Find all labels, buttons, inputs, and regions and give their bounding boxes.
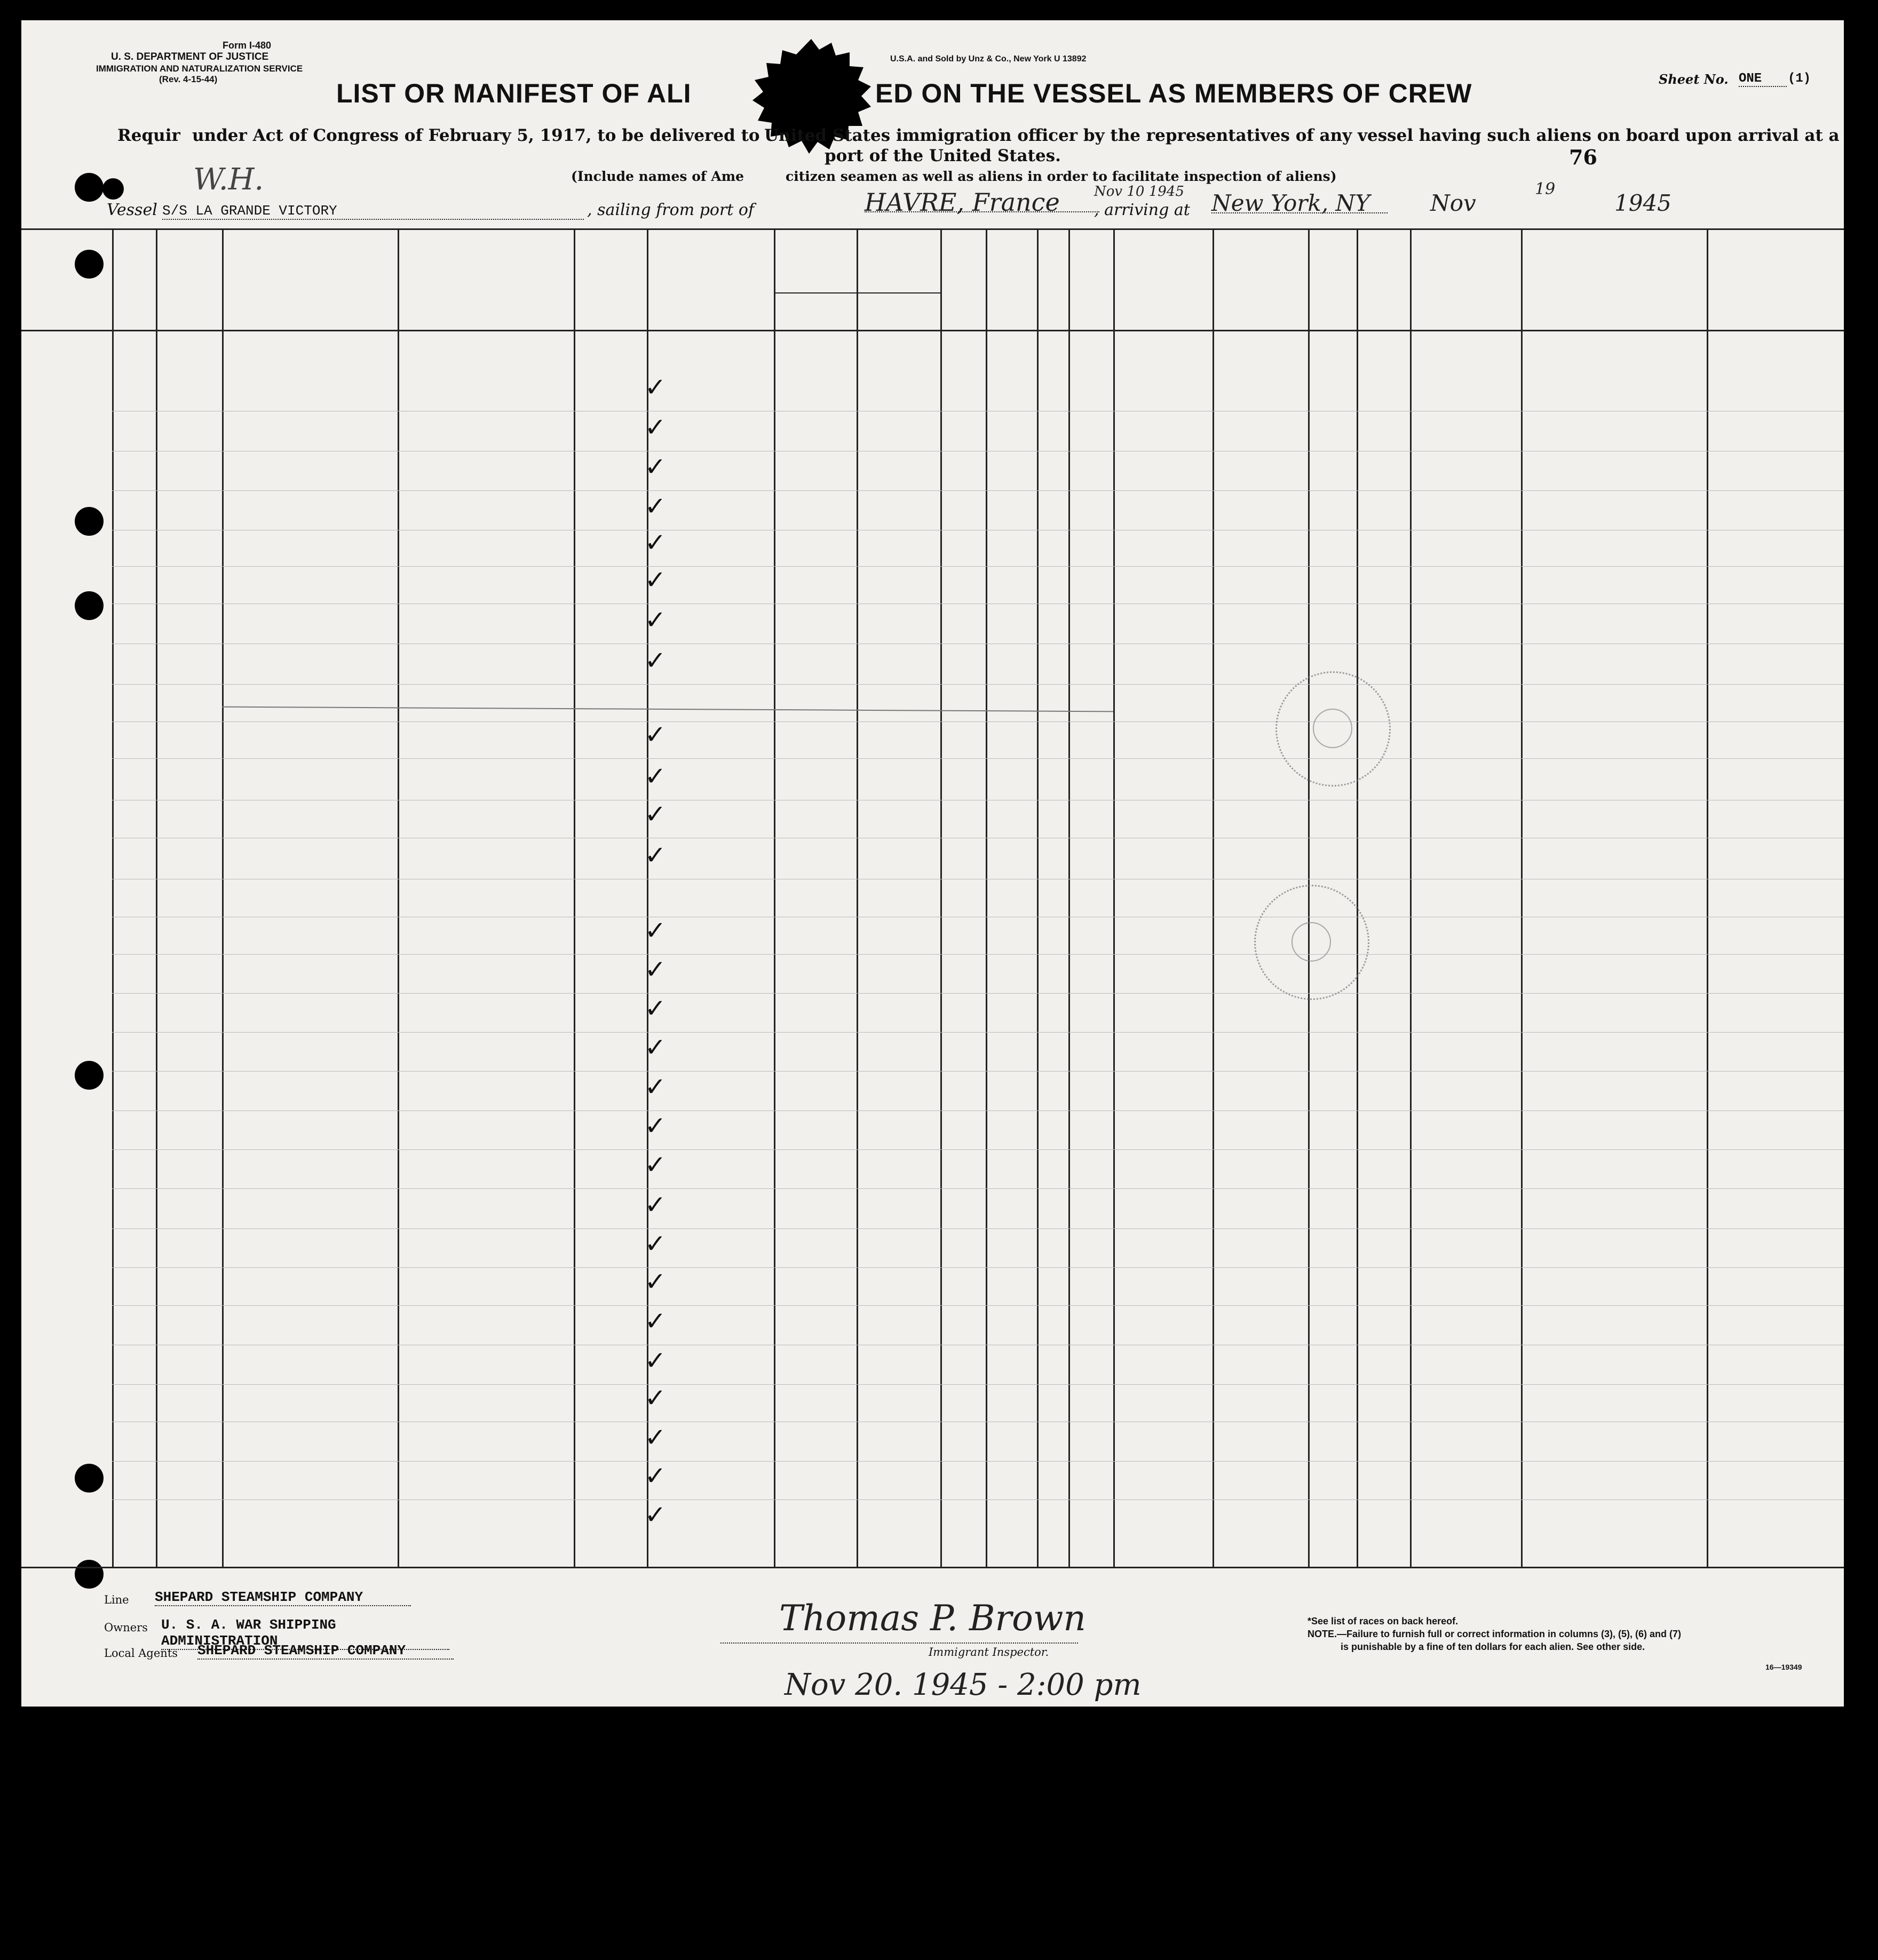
row-rule	[112, 721, 1844, 722]
inspector-label: Immigrant Inspector.	[929, 1646, 1049, 1659]
column-rule	[1213, 228, 1214, 1567]
check-mark-icon: ✓	[645, 1500, 667, 1530]
line-label: Line	[104, 1593, 129, 1606]
column-rule	[398, 228, 399, 1567]
check-mark-icon: ✓	[645, 412, 667, 442]
column-rule	[1357, 228, 1358, 1567]
sailing-date: Nov 10 1945	[1094, 184, 1184, 200]
check-mark-icon: ✓	[645, 491, 667, 521]
include-note-start: (Include names of Ame	[571, 169, 744, 184]
check-mark-icon: ✓	[645, 1190, 667, 1220]
column-rule	[1037, 228, 1039, 1567]
column-rule	[1410, 228, 1412, 1567]
sheet-label: Sheet No.	[1659, 72, 1729, 87]
vessel-label: Vessel	[107, 201, 157, 219]
column-rule	[940, 228, 942, 1567]
check-mark-icon: ✓	[645, 761, 667, 791]
line-value: SHEPARD STEAMSHIP COMPANY	[155, 1589, 411, 1606]
row-rule	[112, 954, 1844, 955]
row-rule	[112, 1461, 1844, 1462]
note-line2: is punishable by a fine of ten dollars for each alien. See other side.	[1341, 1641, 1645, 1652]
arriving-label: , arriving at	[1094, 201, 1190, 219]
requirement-middle: under Act of Congress of February 5, 1917, to be delivered to	[192, 126, 760, 145]
row-rule	[112, 684, 1844, 685]
row-rule	[112, 758, 1844, 759]
check-mark-icon: ✓	[645, 528, 667, 558]
column-rule	[222, 228, 224, 1567]
column-rule	[857, 228, 858, 1567]
check-mark-icon: ✓	[645, 1072, 667, 1102]
requirement-line2: port of the United States.	[825, 146, 1061, 165]
column-rule	[112, 228, 114, 1567]
check-mark-icon: ✓	[645, 799, 667, 829]
sheet-paren: (1)	[1788, 72, 1811, 86]
column-rule	[156, 228, 157, 1567]
check-mark-icon: ✓	[645, 916, 667, 946]
row-rule	[112, 993, 1844, 994]
immigration-stamp-center	[1291, 922, 1331, 962]
row-rule	[112, 566, 1844, 567]
agents-label: Local Agents	[104, 1647, 178, 1660]
row-rule	[112, 1188, 1844, 1189]
title-left: LIST OR MANIFEST OF ALI	[336, 78, 692, 108]
immigration-stamp-center	[1313, 709, 1352, 748]
check-mark-icon: ✓	[645, 1150, 667, 1180]
sheet-value: ONE	[1739, 72, 1787, 87]
note-line1: NOTE.—Failure to furnish full or correct information in columns (3), (5), (6) and (7)	[1308, 1629, 1682, 1639]
row-rule	[112, 1032, 1844, 1033]
page-number: 76	[1569, 145, 1597, 169]
requirement-end: United States immigration officer by the representatives of any vessel having such aliens on board upon arrival at a	[764, 126, 1840, 145]
sailing-label: , sailing from port of	[587, 201, 755, 219]
check-mark-icon: ✓	[645, 1033, 667, 1062]
check-mark-icon: ✓	[645, 1306, 667, 1336]
check-mark-icon: ✓	[645, 1383, 667, 1413]
column-rule	[774, 228, 775, 1567]
shipped-split	[857, 292, 858, 330]
arriving-month: Nov	[1430, 190, 1476, 216]
check-mark-icon: ✓	[645, 372, 667, 402]
inspector-signature: Thomas P. Brown	[779, 1598, 1086, 1639]
check-mark-icon: ✓	[645, 1229, 667, 1259]
check-mark-icon: ✓	[645, 605, 667, 635]
department-label: U. S. DEPARTMENT OF JUSTICE	[111, 51, 269, 62]
vessel-name: S/S LA GRANDE VICTORY	[162, 203, 584, 220]
arriving-port: New York, NY	[1211, 194, 1388, 213]
check-mark-icon: ✓	[645, 452, 667, 482]
column-rule	[986, 228, 987, 1567]
row-rule	[112, 1305, 1844, 1306]
row-rule	[112, 490, 1844, 491]
column-rule	[1113, 228, 1115, 1567]
row-9-line	[222, 707, 1113, 712]
arriving-year: 1945	[1614, 190, 1671, 216]
row-rule	[112, 1499, 1844, 1500]
row-rule	[112, 1149, 1844, 1150]
printer-line: U.S.A. and Sold by Unz & Co., New York U 13892	[890, 54, 1087, 64]
title-right: ED ON THE VESSEL AS MEMBERS OF CREW	[875, 78, 1472, 108]
handwritten-initials: W.H.	[193, 162, 264, 197]
sailing-port: HAVRE, France	[865, 193, 1099, 212]
check-mark-icon: ✓	[645, 1423, 667, 1453]
signed-datetime: Nov 20. 1945 - 2:00 pm	[785, 1668, 1142, 1702]
manifest-page	[21, 20, 1844, 1707]
requirement-start: Requir	[117, 126, 180, 145]
column-rule	[574, 228, 575, 1567]
check-mark-icon: ✓	[645, 1111, 667, 1141]
table-top-rule	[21, 228, 1844, 230]
table-bottom-rule	[21, 1567, 1844, 1568]
owners-label: Owners	[104, 1621, 148, 1634]
include-note-end: citizen seamen as well as aliens in order to facilitate inspection of aliens)	[786, 169, 1337, 184]
column-rule	[1707, 228, 1708, 1567]
header-bottom-rule	[21, 330, 1844, 331]
check-mark-icon: ✓	[645, 1346, 667, 1376]
form-number: Form I-480	[222, 40, 271, 51]
check-mark-icon: ✓	[645, 840, 667, 870]
row-rule	[112, 1384, 1844, 1385]
check-mark-icon: ✓	[645, 1461, 667, 1491]
check-mark-icon: ✓	[645, 565, 667, 595]
form-code: 16—19349	[1765, 1663, 1802, 1671]
row-rule	[112, 1267, 1844, 1268]
service-label: IMMIGRATION AND NATURALIZATION SERVICE	[96, 64, 303, 74]
agents-value: SHEPARD STEAMSHIP COMPANY	[197, 1642, 454, 1660]
arriving-day: 19	[1535, 180, 1556, 199]
check-mark-icon: ✓	[645, 646, 667, 676]
check-mark-icon: ✓	[645, 720, 667, 750]
row-rule	[112, 1110, 1844, 1111]
owners-value: U. S. A. WAR SHIPPING ADMINISTRATION	[161, 1617, 449, 1650]
check-mark-icon: ✓	[645, 994, 667, 1023]
row-rule	[112, 1228, 1844, 1229]
column-rule	[1521, 228, 1523, 1567]
races-footnote: *See list of races on back hereof.	[1308, 1616, 1459, 1626]
row-rule	[112, 1071, 1844, 1072]
check-mark-icon: ✓	[645, 1267, 667, 1297]
check-mark-icon: ✓	[645, 955, 667, 985]
crew-table	[21, 20, 1844, 1707]
column-rule	[1068, 228, 1070, 1567]
revision-label: (Rev. 4-15-44)	[159, 74, 218, 84]
